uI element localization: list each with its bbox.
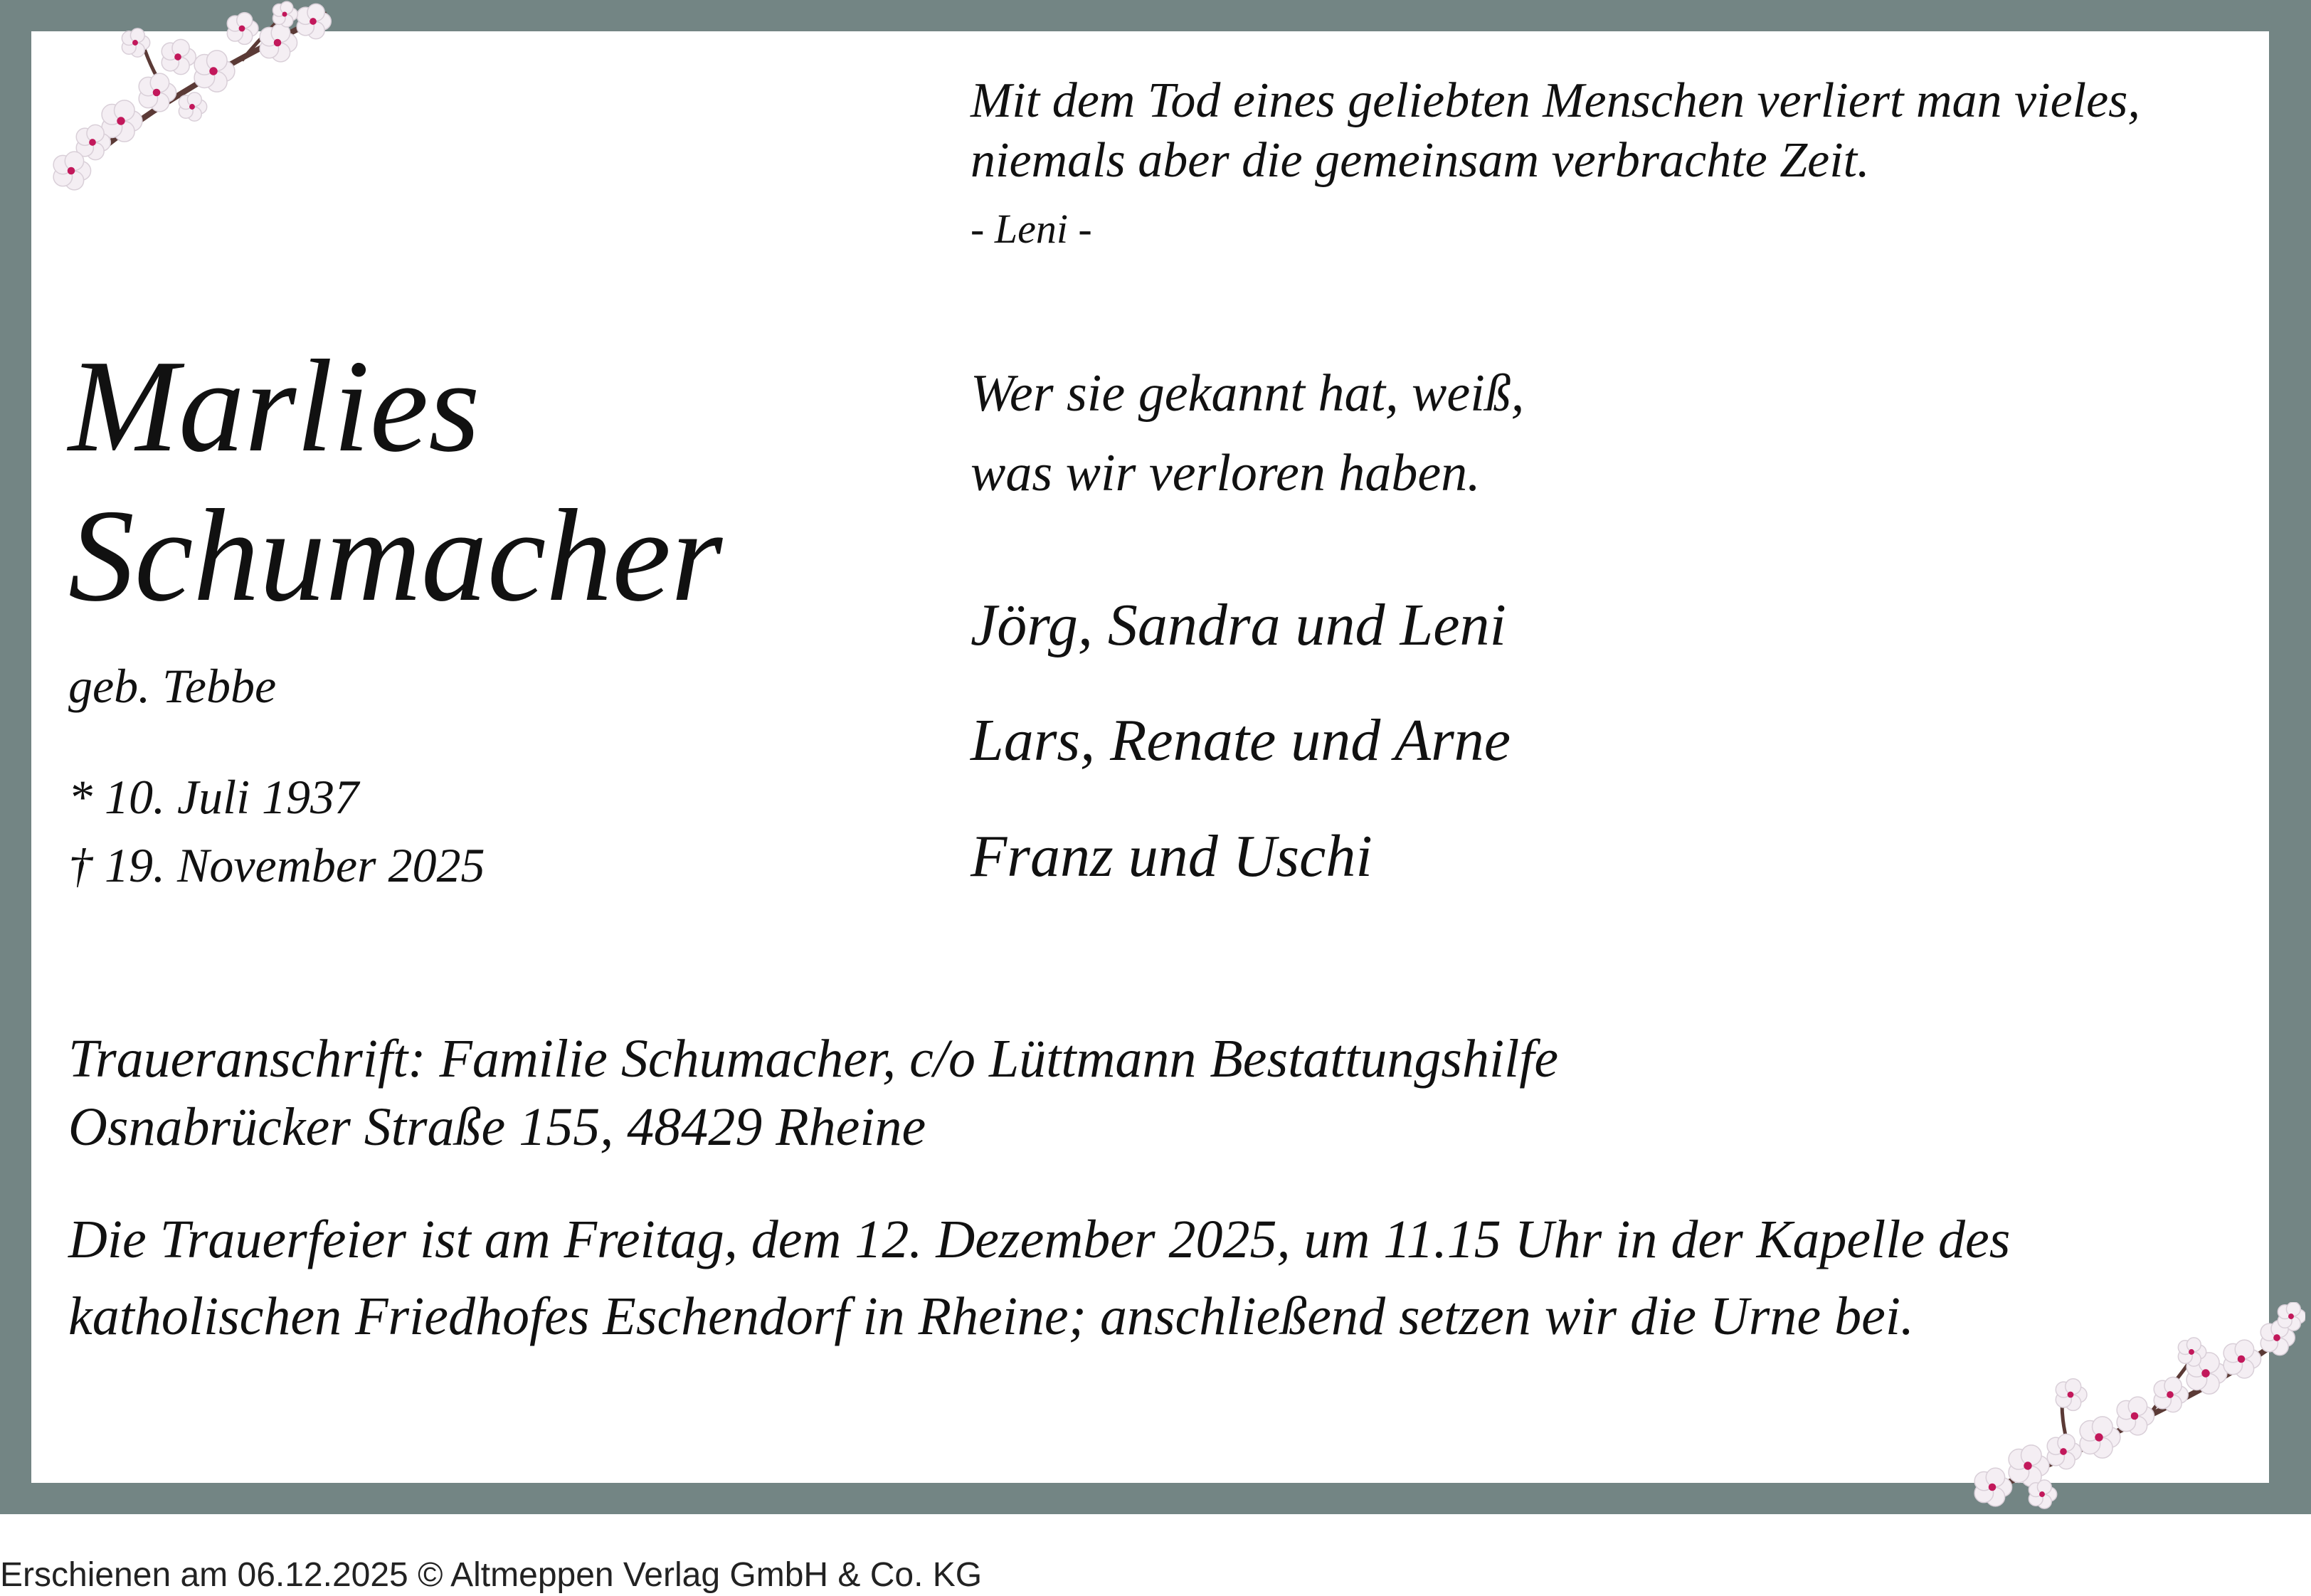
deceased-name [68, 332, 722, 630]
cherry-blossom-branch-bottom-right-icon [1964, 1302, 2305, 1516]
blossom-flowers [53, 1, 331, 190]
blossom-flower-icon [2154, 1377, 2188, 1412]
blossom-flower-icon [2056, 1379, 2087, 1411]
death-date: † 19. November 2025 [68, 838, 485, 892]
cherry-blossom-branch-top-left-icon [28, 0, 342, 199]
verse [971, 354, 1524, 513]
blossom-flower-icon [179, 93, 206, 121]
maiden-name: geb. Tebbe [68, 659, 277, 713]
blossom-flower-icon [2047, 1434, 2081, 1469]
quote-line-2: niemals aber die gemeinsam verbrachte Zeit. [971, 133, 1870, 188]
quote-line-1: Mit dem Tod eines geliebten Menschen verliert man vieles, [971, 73, 2140, 128]
blossom-flowers [1974, 1302, 2305, 1508]
blossom-flower-icon [1974, 1468, 2011, 1506]
first-name: Marlies [68, 333, 480, 480]
address-line-2: Osnabrücker Straße 155, 48429 Rheine [68, 1097, 926, 1157]
blossom-flower-icon [273, 1, 297, 27]
blossom-flower-icon [2117, 1397, 2154, 1435]
blossom-flower-icon [2278, 1302, 2305, 1331]
last-name: Schumacher [68, 482, 723, 629]
mourner-line: Franz und Uschi [971, 823, 1373, 889]
mourning-address [68, 1025, 1558, 1161]
blossom-flower-icon [53, 152, 90, 190]
ceremony-line-1: Die Trauerfeier ist am Freitag, dem 12. Dezember 2025, um 11.15 Uhr in der Kapelle des [68, 1210, 2011, 1269]
verse-line-1: Wer sie gekannt hat, weiß, [971, 364, 1525, 423]
mourner-line: Jörg, Sandra und Leni [971, 592, 1506, 658]
quote [971, 71, 2140, 191]
blossom-flower-icon [139, 73, 176, 112]
life-dates [68, 763, 485, 899]
mourner-line: Lars, Renate und Arne [971, 707, 1511, 773]
address-line-1: Traueranschrift: Familie Schumacher, c/o Lüttmann Bestattungshilfe [68, 1029, 1559, 1089]
blossom-flower-icon [227, 13, 258, 45]
ceremony-line-2: katholischen Friedhofes Eschendorf in Rheine; anschließend setzen wir die Urne bei. [68, 1286, 1914, 1346]
verse-line-2: was wir verloren haben. [971, 444, 1481, 502]
publication-footer: Erschienen am 06.12.2025 © Altmeppen Verlag GmbH & Co. KG [0, 1556, 983, 1594]
blossom-flower-icon [2223, 1340, 2260, 1378]
birth-date: * 10. Juli 1937 [68, 770, 359, 824]
blossom-flower-icon [194, 51, 235, 92]
blossom-flower-icon [2029, 1480, 2056, 1508]
blossom-flower-icon [297, 4, 331, 38]
blossom-flower-icon [2080, 1417, 2120, 1458]
ceremony-info [68, 1201, 2010, 1355]
quote-author: - Leni - [971, 206, 1092, 252]
blossom-flower-icon [162, 39, 196, 74]
